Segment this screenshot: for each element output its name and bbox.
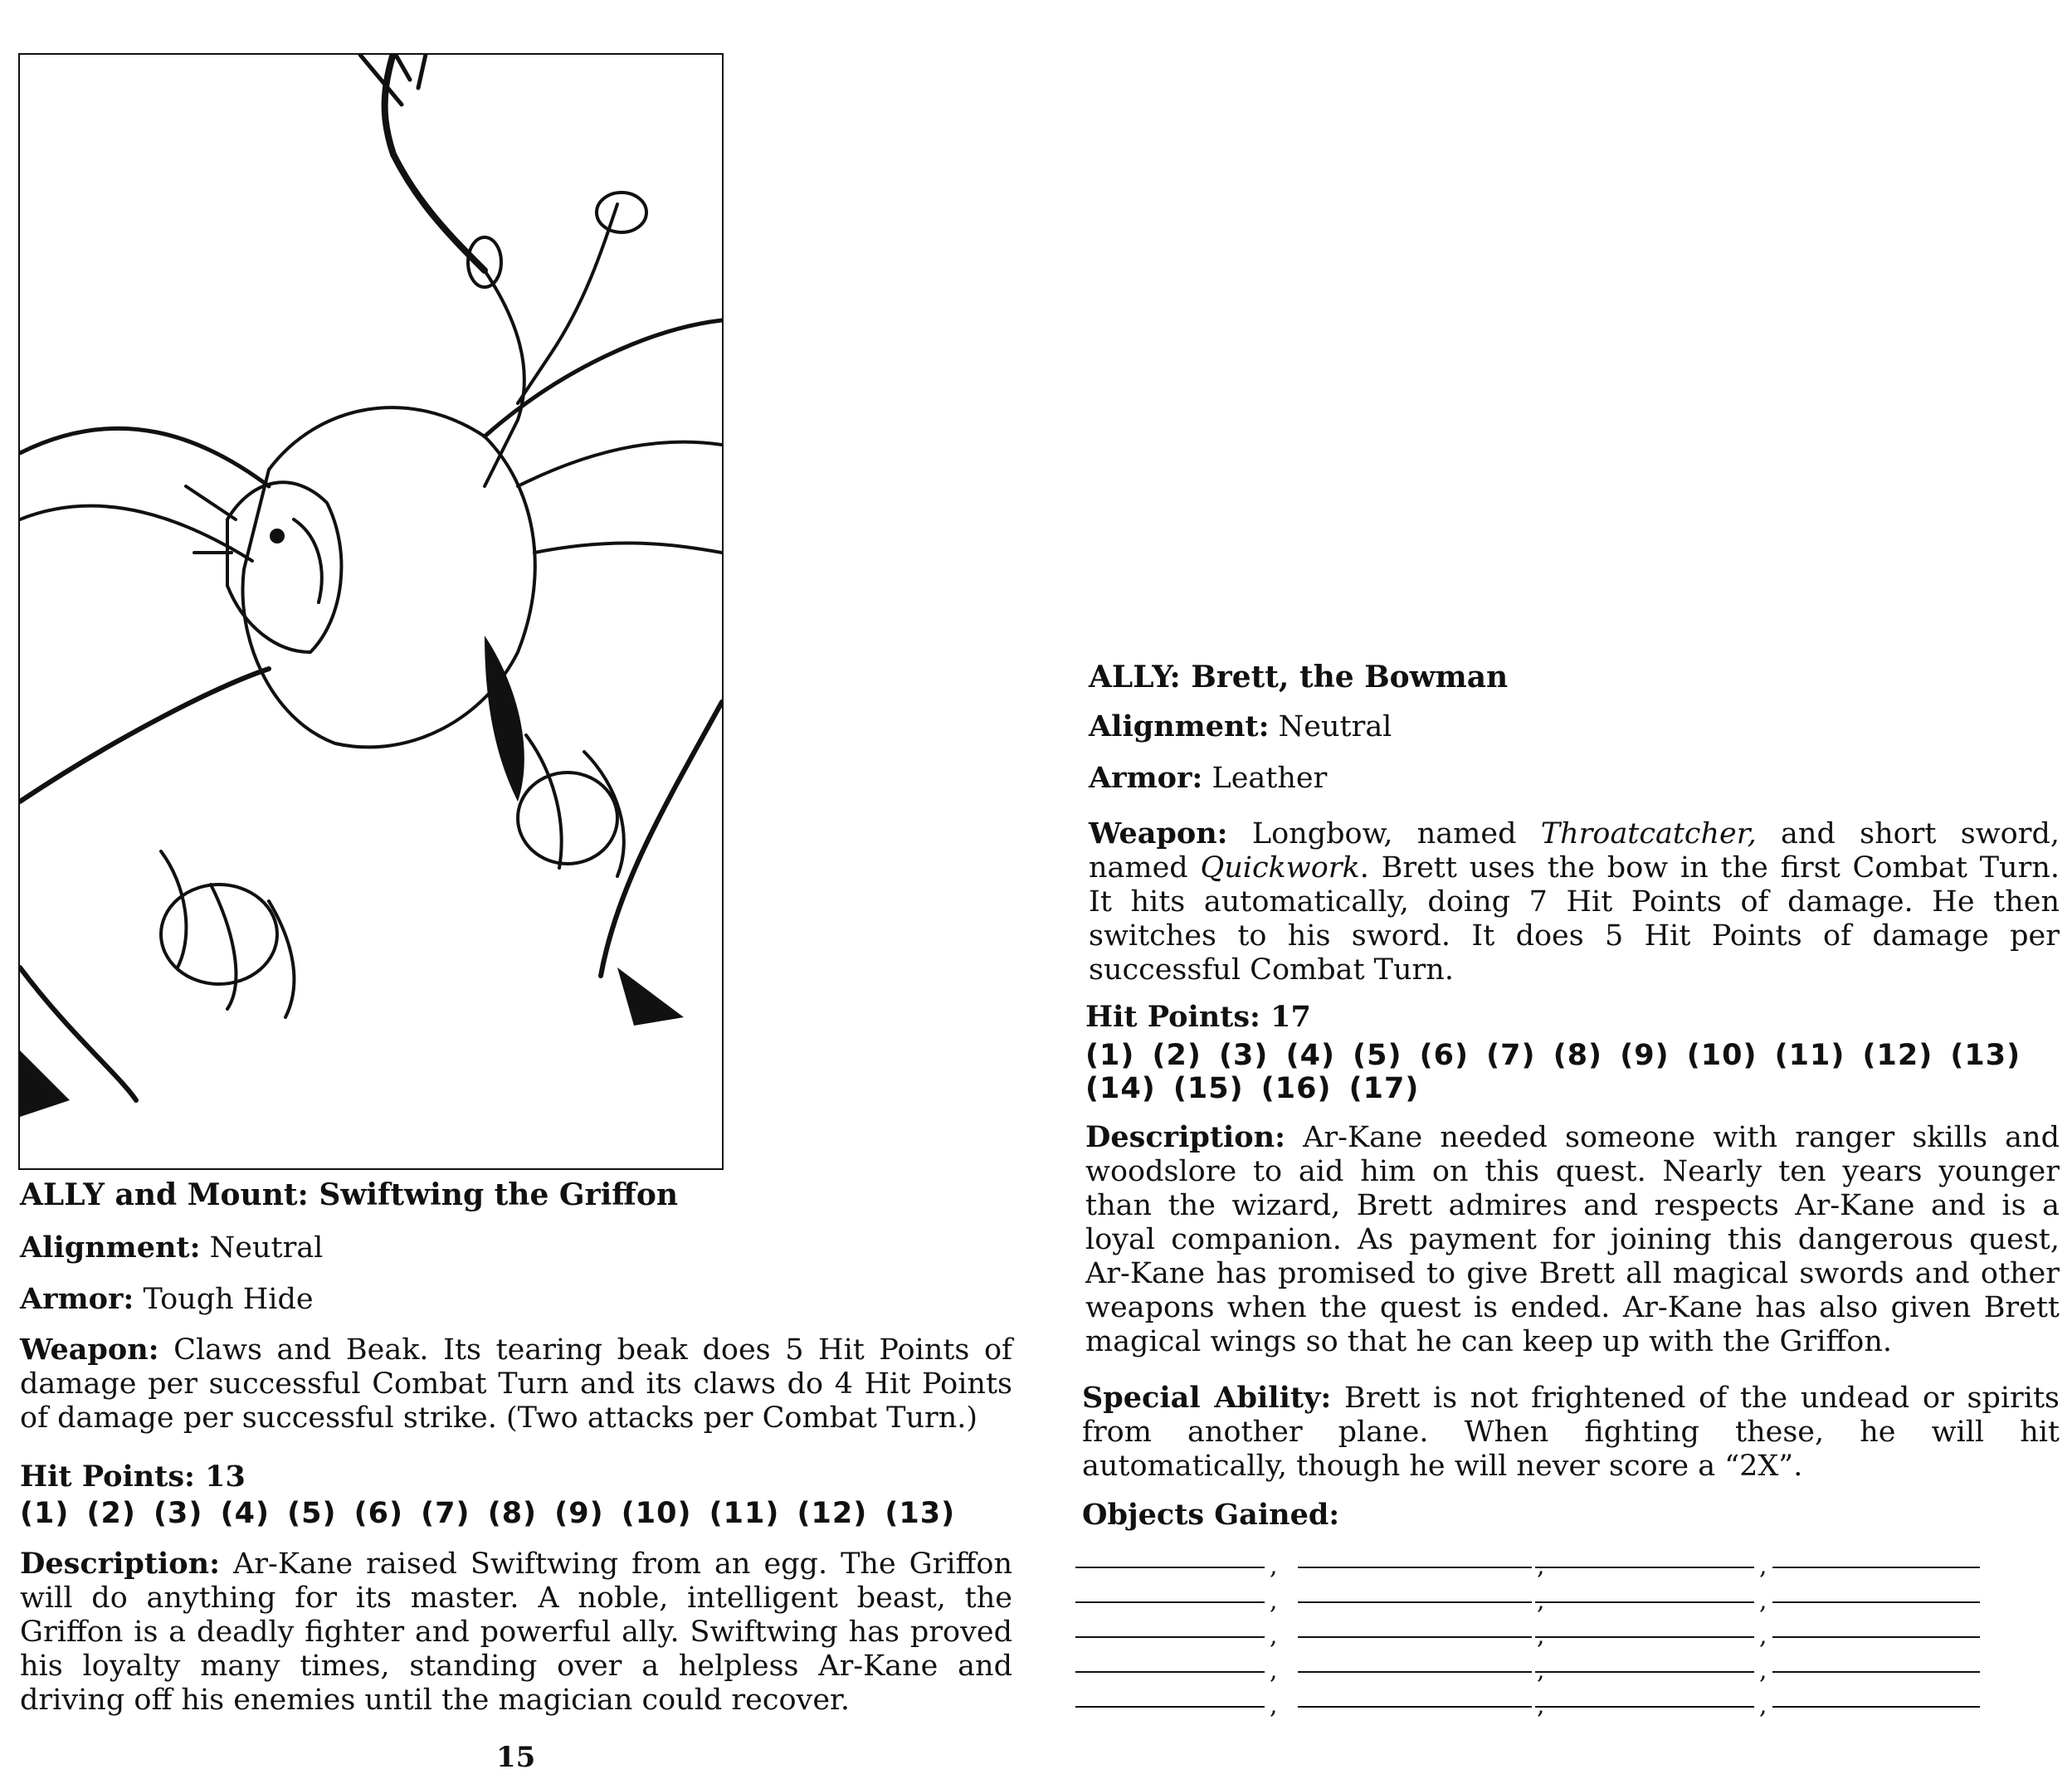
alignment-label: Alignment: [1089, 709, 1270, 743]
objects-gained-lines [1075, 1550, 1988, 1724]
alignment-value: Neutral [200, 1231, 324, 1265]
brett-special-ability [1082, 1381, 2060, 1484]
object-separator: , [1537, 1621, 1545, 1650]
weapon-name-quickwork: Quickwork [1200, 851, 1360, 885]
object-separator: , [1759, 1656, 1767, 1685]
object-blank-line[interactable] [1535, 1567, 1754, 1568]
object-blank-line[interactable] [1298, 1636, 1532, 1638]
object-blank-line[interactable] [1298, 1567, 1532, 1568]
object-separator: , [1270, 1552, 1278, 1581]
object-separator: , [1759, 1552, 1767, 1581]
brett-armor [1089, 762, 1327, 795]
weapon-text-3: . Brett uses the bow in the first Combat Turn. It hits automatically, doing 7 Hit Points of damage. He then switches to his sword. It does 5 Hit Points of damage per successful Combat Turn. [1089, 851, 2060, 987]
object-separator: , [1537, 1656, 1545, 1685]
object-blank-line[interactable] [1075, 1706, 1265, 1708]
object-blank-line[interactable] [1772, 1671, 1980, 1673]
object-blank-line[interactable] [1535, 1636, 1754, 1638]
object-separator: , [1270, 1586, 1278, 1616]
description-text: Ar-Kane raised Swiftwing from an egg. The Griffon will do anything for its master. A noble, intelligent beast, the Griffon is a deadly fighter and powerful ally. Swiftwing has proved his loyalty many times, standing over a helpless Ar-Kane and driving off his enemies until the magician could recover. [20, 1547, 1012, 1717]
object-separator: , [1537, 1691, 1545, 1720]
brett-weapon [1089, 816, 2060, 987]
brett-hp-boxes-row-1: (1) (2) (3) (4) (5) (6) (7) (8) (9) (10) (11) (12) (13) [1085, 1039, 2021, 1072]
object-blank-line[interactable] [1075, 1671, 1265, 1673]
weapon-label: Weapon: [20, 1333, 159, 1367]
armor-label: Armor: [1089, 761, 1203, 795]
weapon-text: Claws and Beak. Its tearing beak does 5 Hit Points of damage per successful Combat Turn and its claws do 4 Hit Points of damage per successful strike. (Two attacks per Combat Turn.) [20, 1333, 1012, 1435]
weapon-text-1: Longbow, named [1227, 817, 1541, 851]
brett-alignment [1089, 710, 1392, 743]
object-blank-line[interactable] [1298, 1706, 1532, 1708]
swiftwing-hp-boxes: (1) (2) (3) (4) (5) (6) (7) (8) (9) (10) (11) (12) (13) [20, 1497, 956, 1530]
griffon-drawing [20, 55, 722, 1168]
swiftwing-title: ALLY and Mount: Swiftwing the Griffon [20, 1177, 679, 1212]
weapon-label: Weapon: [1089, 816, 1228, 851]
brett-description [1085, 1120, 2060, 1359]
object-blank-line[interactable] [1075, 1601, 1265, 1603]
weapon-name-throatcatcher: Throatcatcher, [1540, 817, 1757, 851]
brett-hp-boxes-row-2: (14) (15) (16) (17) [1085, 1072, 1420, 1105]
object-blank-line[interactable] [1772, 1601, 1980, 1603]
brett-title: ALLY: Brett, the Bowman [1089, 660, 1509, 695]
object-separator: , [1270, 1691, 1278, 1720]
special-ability-label: Special Ability: [1082, 1381, 1332, 1415]
armor-value: Leather [1202, 762, 1328, 795]
weapon-text-2: and short sword, named [1089, 817, 2060, 885]
object-separator: , [1537, 1586, 1545, 1616]
swiftwing-hit-points: Hit Points: 13 [20, 1460, 246, 1494]
object-blank-line[interactable] [1298, 1601, 1532, 1603]
object-separator: , [1270, 1621, 1278, 1650]
object-blank-line[interactable] [1298, 1671, 1532, 1673]
object-blank-line[interactable] [1075, 1636, 1265, 1638]
object-separator: , [1270, 1656, 1278, 1685]
object-blank-line[interactable] [1535, 1601, 1754, 1603]
object-separator: , [1537, 1552, 1545, 1581]
object-separator: , [1759, 1621, 1767, 1650]
swiftwing-description [20, 1547, 1012, 1718]
swiftwing-alignment [20, 1231, 323, 1265]
object-separator: , [1759, 1586, 1767, 1616]
armor-value: Tough Hide [134, 1283, 314, 1316]
alignment-value: Neutral [1269, 710, 1392, 743]
special-ability-text: Brett is not frightened of the undead or spirits from another plane. When fighting these, he will hit automatically, though he will never score a “2X”. [1082, 1382, 2060, 1483]
description-label: Description: [20, 1547, 221, 1581]
swiftwing-weapon [20, 1333, 1012, 1435]
object-blank-line[interactable] [1772, 1706, 1980, 1708]
object-blank-line[interactable] [1535, 1671, 1754, 1673]
brett-hit-points: Hit Points: 17 [1085, 1000, 1311, 1034]
page-number: 15 [496, 1741, 536, 1774]
object-blank-line[interactable] [1772, 1567, 1980, 1568]
objects-gained-heading: Objects Gained: [1082, 1498, 1340, 1532]
right-page [1036, 0, 2072, 1779]
swiftwing-armor [20, 1283, 314, 1316]
description-label: Description: [1085, 1120, 1286, 1154]
object-separator: , [1759, 1691, 1767, 1720]
griffon-illustration [18, 53, 724, 1170]
alignment-label: Alignment: [20, 1231, 201, 1265]
object-blank-line[interactable] [1772, 1636, 1980, 1638]
object-blank-line[interactable] [1535, 1706, 1754, 1708]
object-blank-line[interactable] [1075, 1567, 1265, 1568]
armor-label: Armor: [20, 1282, 134, 1316]
description-text: Ar-Kane needed someone with ranger skills and woodslore to aid him on this quest. Nearly ten years younger than the wizard, Brett admires and respects Ar-Kane and is a loyal companion. As payment for joining this dangerous quest, Ar-Kane has promised to give Brett all magical swords and other weapons when the quest is ended. Ar-Kane has also given Brett magical wings so that he can keep up with the Griffon. [1085, 1121, 2060, 1358]
